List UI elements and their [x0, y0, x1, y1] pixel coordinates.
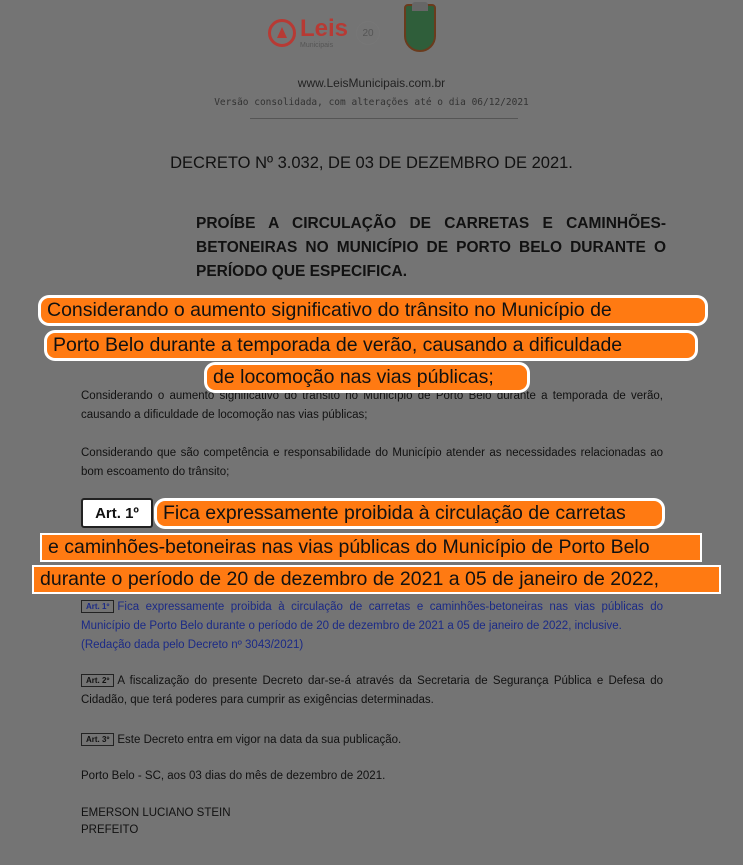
- logo-subtitle: Municipais: [300, 42, 334, 49]
- highlight-art1-label: Art. 1º: [81, 498, 153, 528]
- decree-ementa: PROÍBE A CIRCULAÇÃO DE CARRETAS E CAMINHÕES-BETONEIRAS NO MUNICÍPIO DE PORTO BELO DURANTE O PERÍODO QUE ESPECIFICA.: [196, 215, 666, 280]
- art1-label: Art. 1º: [81, 600, 114, 613]
- leis-municipais-logo: [268, 16, 380, 50]
- article-1: [81, 598, 663, 636]
- highlight-considerando-line-3: de locomoção nas vias públicas;: [207, 365, 527, 390]
- place-date: Porto Belo - SC, aos 03 dias do mês de dezembro de 2021.: [81, 770, 386, 782]
- art1-redacao[interactable]: (Redação dada pelo Decreto nº 3043/2021): [81, 639, 304, 651]
- highlight-art1-line-2: e caminhões-betoneiras nas vias públicas do Município de Porto Belo: [40, 533, 702, 562]
- art3-text: Este Decreto entra em vigor na data da sua publicação.: [117, 734, 402, 746]
- considerando-1: Considerando o aumento significativo do trânsito no Município de Porto Belo durante a temporada de verão, causando a dificuldade de locomoção nas vias públicas;: [81, 390, 663, 421]
- art3-label: Art. 3º: [81, 733, 114, 746]
- article-3: [81, 731, 663, 750]
- logo-title: Leis: [300, 15, 349, 42]
- decree-title: DECRETO Nº 3.032, DE 03 DE DEZEMBRO DE 2021.: [170, 154, 573, 172]
- site-url[interactable]: www.LeisMunicipais.com.br: [297, 76, 446, 90]
- signer-role: PREFEITO: [81, 824, 139, 836]
- highlight-considerando-line-2: Porto Belo durante a temporada de verão, causando a dificuldade: [47, 333, 695, 358]
- municipal-crest-icon: [404, 4, 436, 52]
- art2-text: A fiscalização do presente Decreto dar-se-á através da Secretaria de Segurança Pública e Defesa do Cidadão, que terá poderes para cumprir as exigências determinadas.: [81, 675, 663, 706]
- art2-label: Art. 2º: [81, 674, 114, 687]
- leis-logo-icon: [268, 19, 296, 47]
- version-note: Versão consolidada, com alterações até o dia 06/12/2021: [214, 97, 529, 108]
- highlight-considerando-line-1: Considerando o aumento significativo do trânsito no Município de: [41, 298, 705, 323]
- article-2: [81, 672, 663, 710]
- art1-text: Fica expressamente proibida à circulação de carretas e caminhões-betoneiras nas vias públicas do Município de Porto Belo durante o período de 20 de dezembro de 2021 a 05 de janeiro de 2022, inclusive.: [81, 601, 663, 632]
- considerando-2: Considerando que são competência e responsabilidade do Município atender as necessidades relacionadas ao bom escoamento do trânsito;: [81, 447, 663, 478]
- anniversary-badge: 20: [356, 21, 380, 45]
- header-divider: [250, 118, 518, 119]
- highlight-art1-line-3: durante o período de 20 de dezembro de 2021 a 05 de janeiro de 2022,: [32, 565, 721, 594]
- signer-name: EMERSON LUCIANO STEIN: [81, 807, 231, 819]
- highlight-art1-line-1: Fica expressamente proibida à circulação de carretas: [157, 501, 662, 526]
